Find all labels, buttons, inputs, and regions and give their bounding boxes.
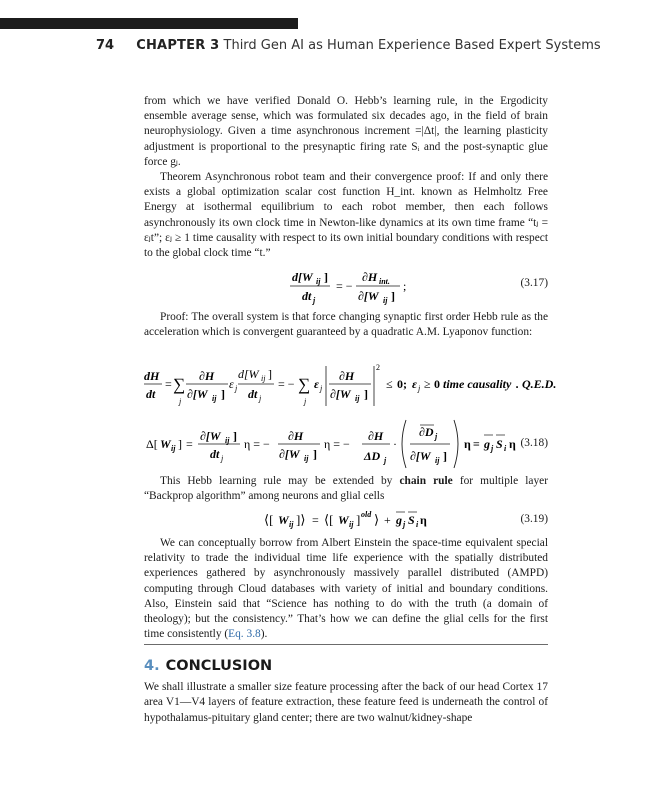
svg-text:∂D: ∂D <box>419 425 434 439</box>
svg-text:∂[W: ∂[W <box>358 289 379 303</box>
svg-text:Δ[: Δ[ <box>146 437 158 451</box>
svg-text:]: ] <box>391 289 395 303</box>
svg-text:ij: ij <box>225 436 230 445</box>
svg-text:ε: ε <box>314 377 319 391</box>
svg-text:S: S <box>496 437 503 451</box>
svg-text:j: j <box>313 296 316 305</box>
header-bar <box>0 18 298 29</box>
svg-text:≤: ≤ <box>386 377 393 391</box>
svg-text:j: j <box>403 520 406 529</box>
svg-text:. Q.E.D.: . Q.E.D. <box>516 377 557 391</box>
svg-text:ε: ε <box>412 377 417 391</box>
svg-text:W: W <box>160 437 171 451</box>
svg-text:ij: ij <box>212 394 217 403</box>
svg-text:∂[W: ∂[W <box>187 387 208 401</box>
section-heading <box>144 659 548 674</box>
svg-text:0;: 0; <box>397 377 407 391</box>
svg-text:∂H: ∂H <box>368 429 384 443</box>
chapter-title: Third Gen AI as Human Experience Based Expert Systems <box>223 38 601 53</box>
svg-text:∂[W: ∂[W <box>279 447 300 461</box>
svg-text:≡: ≡ <box>473 437 480 451</box>
equation-number: (3.17) <box>520 277 548 289</box>
paragraph-theorem: Theorem Asynchronous robot team and their convergence proof: If and only there exists a global optimization scalar cost function H_int. known as Helmholtz Free Energy at isothermal equilibrium to each robot member, then each follows asynchronously its own clock time in Newton-like dynamics at its own time frame “tⱼ = εⱼt”; εⱼ ≥ 1 time causality with respect to its own initial boundary conditions with respect to the global clock time “t.” <box>144 171 548 260</box>
svg-text:]: ] <box>221 387 225 401</box>
svg-text:ij: ij <box>289 520 294 529</box>
svg-text:dt: dt <box>146 387 156 401</box>
svg-text:ε: ε <box>229 377 234 391</box>
chain-rule-term: chain rule <box>399 475 453 487</box>
svg-text:η: η <box>509 437 516 451</box>
svg-text:·: · <box>393 437 397 451</box>
page-number: 74 <box>96 38 115 53</box>
equation-number: (3.19) <box>520 513 548 525</box>
paragraph-einstein <box>144 536 548 644</box>
chain-rule-lead: This Hebb learning rule may be extended by <box>160 475 400 487</box>
equation-3-17-formula <box>144 262 548 308</box>
svg-text:dt: dt <box>302 289 312 303</box>
running-header <box>96 38 601 53</box>
svg-text:W: W <box>338 513 349 527</box>
svg-text:time causality: time causality <box>443 377 512 391</box>
svg-text:ij: ij <box>349 520 354 529</box>
svg-text:W: W <box>278 513 289 527</box>
equation-3-18-formula <box>144 414 548 474</box>
svg-text:j: j <box>435 432 438 441</box>
svg-text:∂[W: ∂[W <box>410 449 431 463</box>
svg-text:j: j <box>235 384 238 393</box>
svg-text:j: j <box>384 456 387 465</box>
svg-text:ij: ij <box>355 394 360 403</box>
svg-text:⟨[: ⟨[ <box>264 512 274 527</box>
equation-3-17 <box>144 262 548 310</box>
einstein-text: We can conceptually borrow from Albert Einstein the space-time equivalent special relativity to trade the individual time life experience with the spatially distributed experiences gathered by asynchronously massively parallel distributed (AMPD) computing through Cloud databases with variety of initial and boundary conditions. Also, Einstein said that “Science has nothing to do with the truth (a domain of theology); but the consistency.” That’s how we can define the glial cells for the first time consistently ( <box>144 537 548 641</box>
equation-3-19 <box>144 506 548 536</box>
svg-text:]: ] <box>443 449 447 463</box>
svg-text:i: i <box>504 444 507 453</box>
svg-text:g: g <box>484 437 490 451</box>
svg-text:ij: ij <box>316 277 321 286</box>
svg-text:dH: dH <box>144 369 160 383</box>
equation-number: (3.18) <box>520 437 548 449</box>
svg-text:η: η <box>464 437 471 451</box>
svg-text:]: ] <box>364 387 368 401</box>
svg-text:]: ] <box>324 270 328 284</box>
einstein-tail: ). <box>260 628 268 641</box>
svg-text:ij: ij <box>304 454 309 463</box>
section-number: 4. <box>144 658 160 674</box>
svg-text:⟩: ⟩ <box>374 512 380 527</box>
svg-text:∂H: ∂H <box>288 429 304 443</box>
svg-text:∑: ∑ <box>173 375 186 394</box>
equation-3-18 <box>144 414 548 474</box>
equation-link[interactable]: Eq. 3.8 <box>228 628 261 641</box>
svg-text:j: j <box>221 454 224 463</box>
svg-text:]: ] <box>268 367 272 381</box>
svg-text:ij: ij <box>383 296 388 305</box>
svg-text:j: j <box>304 397 307 406</box>
chain-rule-tail: for multiple layer “Backprop algorithm” among neurons and glial cells <box>144 475 548 503</box>
svg-text:;: ; <box>403 279 407 293</box>
svg-text:j: j <box>179 397 182 406</box>
svg-text:d[W: d[W <box>292 270 313 284</box>
svg-text:j: j <box>259 394 262 403</box>
svg-text:j: j <box>491 444 494 453</box>
svg-text:∑: ∑ <box>298 375 311 394</box>
svg-text:i: i <box>416 520 419 529</box>
chapter-label: CHAPTER 3 <box>136 38 220 53</box>
svg-text:η = −: η = − <box>324 437 350 451</box>
svg-text:old: old <box>361 510 372 519</box>
paragraph-hebb: from which we have verified Donald O. Hebb’s learning rule, in the Ergodicity ensemble average sense, which was formulated six decades ago, in the field of brain neurophysiology. Given a time asynchronous increment =|Δt|, the learning plasticity adjustment is proportional to the presynaptic firing rate Sᵢ and the post-synaptic glue force gⱼ. <box>144 95 548 168</box>
section-title: CONCLUSION <box>165 658 273 674</box>
svg-text:]: ] <box>178 437 182 451</box>
svg-text:int.: int. <box>379 277 390 286</box>
paragraph-conclusion: We shall illustrate a smaller size feature processing after the back of our head Cortex 17 area V1—V4 layers of feature extraction, these feature feed is underneath the control of hypothalamus-pituitary gland center; there are two walnut/kidney-shape <box>144 681 548 724</box>
svg-text:∂[W: ∂[W <box>330 387 351 401</box>
svg-text:=: = <box>312 513 319 527</box>
svg-text:j: j <box>320 384 323 393</box>
svg-text:⟨[: ⟨[ <box>324 512 334 527</box>
svg-text:+: + <box>384 513 391 527</box>
page-body <box>144 94 557 726</box>
svg-text:≥: ≥ <box>424 377 431 391</box>
svg-text:j: j <box>418 384 421 393</box>
svg-text:∂H: ∂H <box>199 369 215 383</box>
svg-text:η: η <box>420 513 427 527</box>
lyapunov-formula <box>144 358 557 414</box>
svg-text:=: = <box>165 377 172 391</box>
paragraph-proof: Proof: The overall system is that force changing synaptic first order Hebb rule as the acceleration which is convergent guaranteed by a quadratic A.M. Lyaponov function: <box>144 311 548 339</box>
svg-text:d[W: d[W <box>238 367 259 381</box>
svg-text:ij: ij <box>171 444 176 453</box>
svg-text:2: 2 <box>376 363 380 372</box>
svg-text:ij: ij <box>435 456 440 465</box>
svg-text:ij: ij <box>261 374 266 383</box>
svg-text:ΔD: ΔD <box>364 449 381 463</box>
svg-text:∂H: ∂H <box>362 270 378 284</box>
svg-text:0: 0 <box>434 377 440 391</box>
svg-text:S: S <box>408 513 415 527</box>
svg-text:= −: = − <box>278 377 295 391</box>
svg-text:]: ] <box>356 512 361 527</box>
svg-text:=: = <box>186 437 193 451</box>
svg-text:η = −: η = − <box>244 437 270 451</box>
equation-3-19-formula <box>144 506 548 534</box>
svg-text:]⟩: ]⟩ <box>296 512 306 527</box>
svg-text:= −: = − <box>336 279 353 293</box>
svg-text:∂[W: ∂[W <box>200 429 221 443</box>
svg-text:∂H: ∂H <box>339 369 355 383</box>
svg-text:]: ] <box>313 447 317 461</box>
svg-text:g: g <box>396 513 402 527</box>
svg-text:dt: dt <box>210 447 220 461</box>
svg-text:]: ] <box>233 429 237 443</box>
paragraph-chain-rule <box>144 474 548 506</box>
svg-text:dt: dt <box>248 387 258 401</box>
equation-lyapunov <box>144 358 557 414</box>
